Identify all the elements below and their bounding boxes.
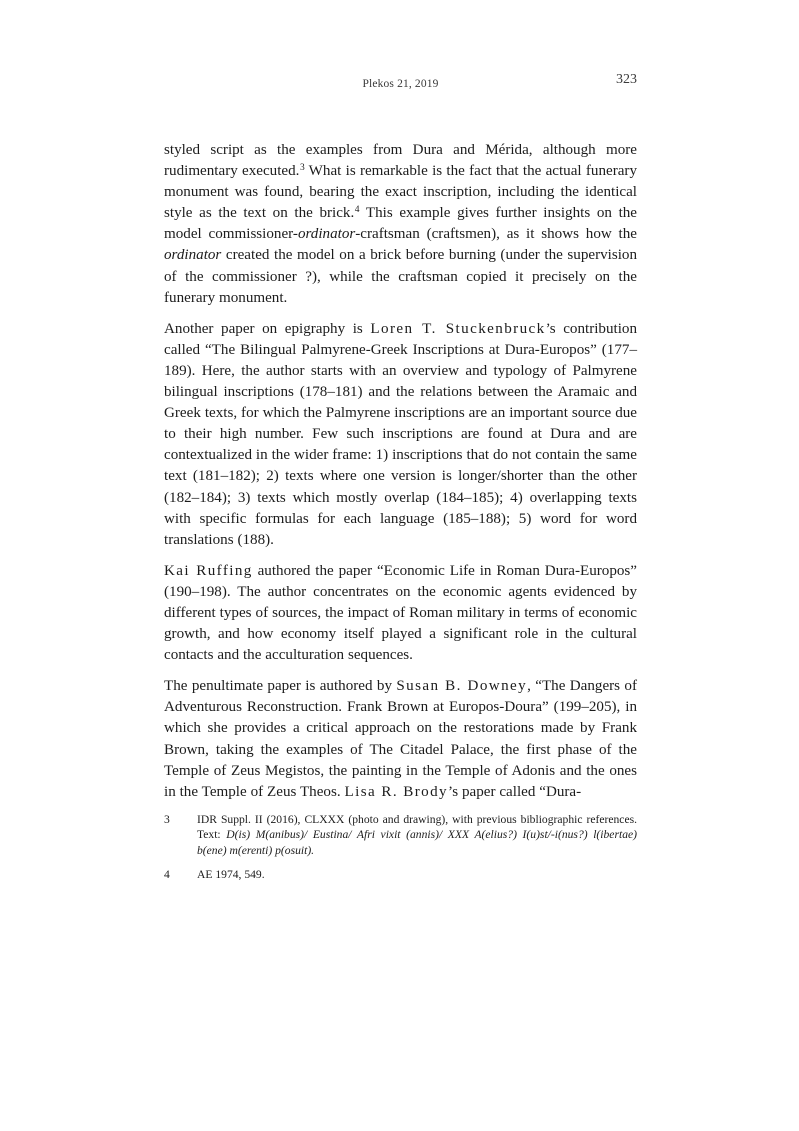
text-run: styled script as the examples from Dura and Mérida, although more rudimentary executed.	[164, 142, 637, 180]
footnote-entry	[164, 867, 637, 882]
running-head: Plekos 21, 2019	[362, 78, 439, 90]
paragraph	[164, 676, 637, 803]
text-run: Another paper on epigraphy is	[164, 320, 371, 337]
author-name: Lisa R. Brody	[344, 783, 449, 800]
text-run: authored the paper “Economic Life in Roman Dura-Europos” (190–198). The author concentrates on the economic agents evidenced by different types of sources, the impact of Roman military in terms of economic growth, and how economy itself played a significant role in the cultural contacts and the acculturation sequences.	[164, 562, 637, 664]
paragraph	[164, 140, 637, 309]
text-run: -craftsman (craftsmen), as it shows how the	[355, 226, 637, 243]
footnote-text	[197, 868, 265, 881]
italic-text: D(is) M(anibus)/ Eustina/ Afri vixit (annis)/ XXX A(elius?) I(u)st/-i(nus?) l(ibertae) b(ene) m(erenti) p(osuit).	[197, 828, 637, 857]
text-run: AE 1974, 549.	[197, 868, 265, 882]
text-run: ’s contribution called “The Bilingual Palmyrene-Greek Inscriptions at Dura-Europos” (177–189). Here, the author starts with an overview and typology of Palmyrene bilingual inscriptions (178–181) and the relations between the Aramaic and Greek texts, for which the Palmyrene inscriptions are an important source due to their high number. Few such inscriptions are found at Dura and are contextualized in the wider frame: 1) inscriptions that do not contain the same text (181–182); 2) texts where one version is longer/shorter than the other (182–184); 3) texts which mostly overlap (184–185); 4) overlapping texts with specific formulas for each language (185–188); 5) word for word translations (188).	[164, 320, 637, 548]
footnote-reference: 4	[354, 205, 360, 216]
paragraph	[164, 319, 637, 551]
text-run: The penultimate paper is authored by	[164, 678, 397, 695]
text-run: , “The Dangers of Adventurous Reconstruction. Frank Brown at Europos-Doura” (199–205), in which she provides a critical approach on the restorations made by Frank Brown, taking the examples of The Citadel Palace, the first phase of the Temple of Zeus Megistos, the painting in the Temple of Adonis and the ones in the Temple of Zeus Theos.	[164, 678, 637, 800]
italic-text: ordinator	[164, 247, 222, 264]
footnote-marker: 3	[164, 813, 170, 826]
page-number: 323	[616, 72, 637, 87]
text-run: IDR Suppl. II (2016), CLXXX (photo and drawing), with previous bibliographic references. Text:	[197, 813, 637, 842]
body-text-column	[164, 140, 637, 803]
paragraph	[164, 561, 637, 666]
text-run: This example gives further insights on the model commissioner-	[164, 205, 638, 243]
author-name: Susan B. Downey	[396, 678, 528, 695]
author-name: Kai Ruffing	[164, 562, 253, 579]
footnote-marker: 4	[164, 868, 170, 882]
author-name: Loren T. Stuckenbruck	[370, 320, 546, 337]
text-run: What is remarkable is the fact that the actual funerary monument was found, bearing the exact inscription, including the identical style as the text on the brick.	[164, 163, 637, 222]
footnote-text	[197, 813, 637, 857]
footnote-section	[164, 812, 637, 883]
footnote-entry	[164, 812, 637, 858]
text-run: ’s paper called “Dura-	[448, 783, 582, 800]
italic-text: ordinator	[297, 226, 356, 243]
text-run: created the model on a brick before burning (under the supervision of the commissioner ?), while the craftsman copied it precisely on the funerary monument.	[164, 247, 637, 306]
page-header	[164, 72, 637, 98]
footnote-reference: 3	[299, 162, 305, 173]
